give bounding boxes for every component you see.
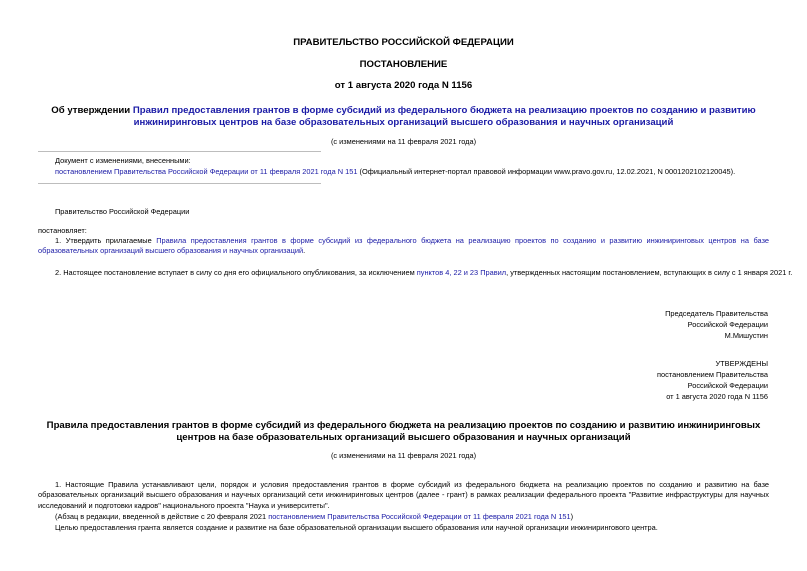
amendment-link[interactable]: постановлением Правительства Российской Федерации от 11 февраля 2021 года N 151 — [55, 167, 358, 176]
signature-line-1: Председатель Правительства — [665, 309, 768, 318]
item-2-suffix: , утвержденных настоящим постановлением, вступающих в силу с 1 января 2021 г. — [506, 268, 793, 277]
approved-line-1: УТВЕРЖДЕНЫ — [715, 359, 768, 368]
rules-title: Правила предоставления грантов в форме субсидий из федерального бюджета на реализацию проектов по созданию и развитию инжиниринговых центров на базе образовательных организаций высшего образования и научных организаций — [46, 420, 761, 443]
rules-paragraph-1: 1. Настоящие Правила устанавливают цели, порядок и условия предоставления грантов в форме субсидий из федерального бюджета на реализацию проектов по созданию и развитию на базе образовательных организаций высшего образования и научных организаций сети инжиниринговых центров (далее - грант) в рамках реализации федерального проекта "Развитие инфраструктуры для научных исследований и подготовки кадров" национального проекта "Наука и университеты". — [38, 480, 769, 510]
divider-top — [38, 151, 321, 152]
approved-line-4: от 1 августа 2020 года N 1156 — [666, 392, 768, 401]
rules-changes-note: (с изменениями на 11 февраля 2021 года) — [330, 451, 477, 460]
document-type: ПОСТАНОВЛЕНИЕ — [359, 59, 448, 70]
title-prefix: Об утверждении — [51, 105, 133, 116]
note-link[interactable]: постановлением Правительства Российской Федерации от 11 февраля 2021 года N 151 — [268, 512, 571, 521]
issuer: Правительство Российской Федерации — [55, 207, 190, 216]
decrees-word: постановляет: — [38, 226, 87, 235]
approved-block — [657, 358, 768, 402]
title-rules-link[interactable]: Правил предоставления грантов в форме субсидий из федерального бюджета на реализацию проектов по созданию и развитию инжиниринговых центров на базе образовательных организаций высшего образования и научных организаций — [132, 105, 756, 128]
note-prefix: (Абзац в редакции, введенной в действие с 20 февраля 2021 — [55, 512, 269, 521]
amendments-heading: Документ с изменениями, внесенными: — [55, 156, 191, 165]
amendments-entry — [55, 166, 775, 177]
item-2 — [55, 267, 793, 278]
item-2-prefix: 2. Настоящее постановление вступает в силу со дня его официального опубликования, за исключением — [55, 268, 417, 277]
signature-line-2: Российской Федерации — [687, 320, 768, 329]
signature-block — [665, 308, 768, 341]
approved-line-3: Российской Федерации — [687, 381, 768, 390]
rules-paragraph-1-note — [55, 511, 573, 522]
changes-note: (с изменениями на 11 февраля 2021 года) — [330, 137, 477, 146]
note-suffix: ) — [570, 512, 574, 521]
item-1-rules-link[interactable]: Правила предоставления грантов в форме субсидий из федерального бюджета на реализацию проектов по созданию и развитию инжиниринговых центров на базе образовательных организаций высшего образования и научных организаций — [38, 236, 769, 256]
rules-paragraph-2: Целью предоставления гранта является создание и развитие на базе образовательной организации высшего образования или научной организации инжинирингового центра. — [55, 523, 658, 532]
approved-line-2: постановлением Правительства — [657, 370, 768, 379]
amendment-source: (Официальный интернет-портал правовой информации www.pravo.gov.ru, 12.02.2021, N 0001202102120045). — [357, 167, 736, 176]
document-date-number: от 1 августа 2020 года N 1156 — [334, 80, 473, 91]
signature-line-3: М.Мишустин — [724, 331, 768, 340]
government-name: ПРАВИТЕЛЬСТВО РОССИЙСКОЙ ФЕДЕРАЦИИ — [293, 37, 514, 48]
item-1 — [38, 236, 769, 257]
item-2-points-link[interactable]: пунктов 4, 22 и 23 Правил — [416, 268, 507, 277]
document-title — [38, 105, 769, 129]
divider-bottom — [38, 183, 321, 184]
item-1-suffix: . — [303, 246, 306, 256]
item-1-prefix: 1. Утвердить прилагаемые — [55, 236, 157, 245]
